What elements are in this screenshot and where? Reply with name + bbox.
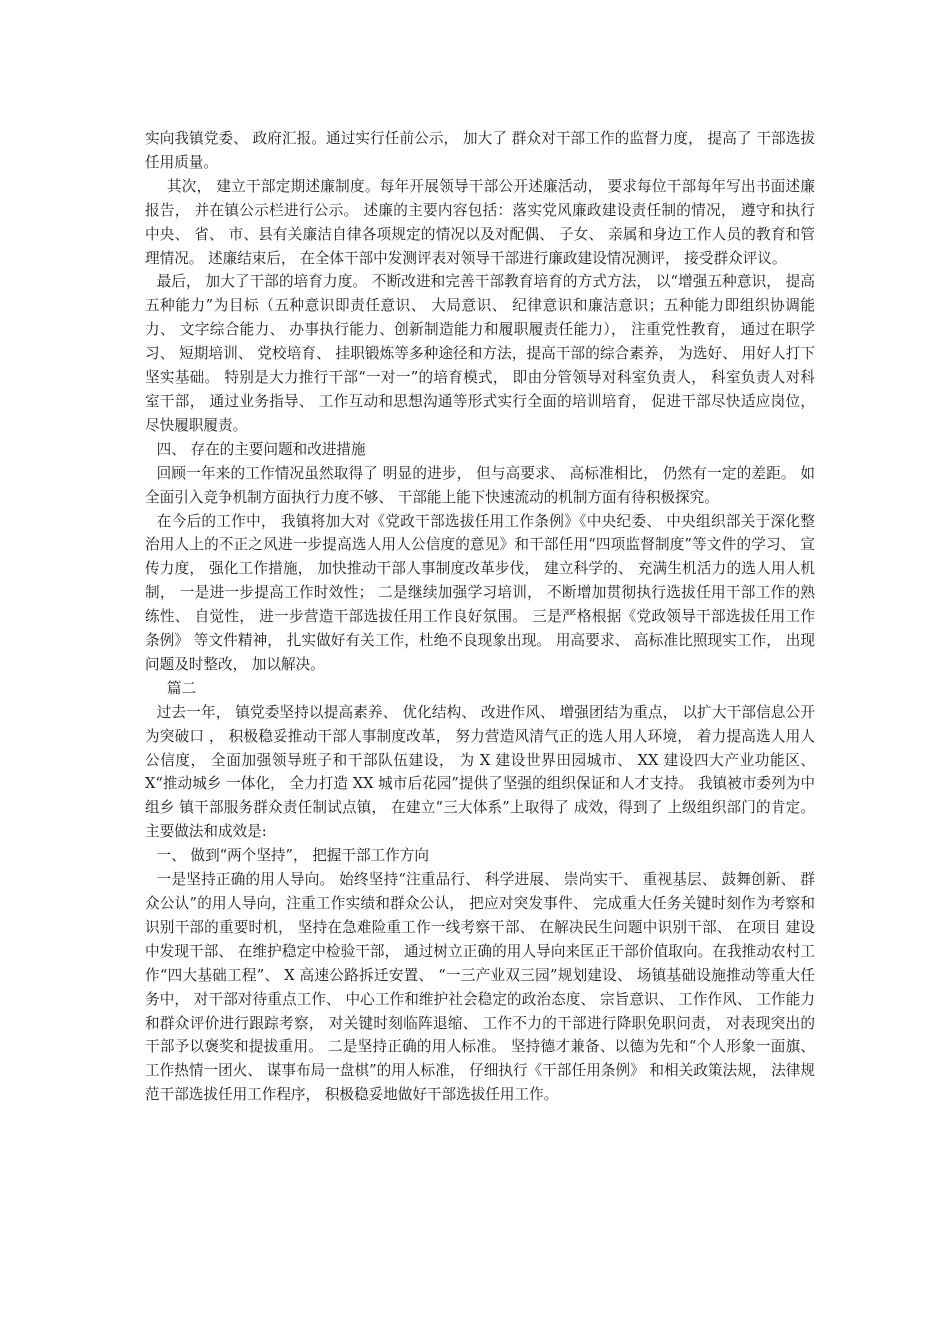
paragraph-training: 最后， 加大了干部的培育力度。 不断改进和完善干部教育培育的方式方法， 以“增强五种意识， 提高五种能力”为目标（五种意识即责任意识、 大局意识、 纪律意识和廉洁意识；五种能力即组织协调能力、 文字综合能力、 办事执行能力、创新制造能力和履职履责任能力）， 注重党性教育， 通过在职学习、 短期培训、 党校培育、 挂职锻炼等多种途径和方法，提高干部的综合素养， 为选好、 用好人打下坚实基础。 特别是大力推行干部“一对一”的培育模式， 即由分管领导对科室负责人， 科室负责人对科室干部， 通过业务指导、 工作互动和思想沟通等形式实行全面的培训培育， 促进干部尽快适应岗位， 尽快履职履责。	[145, 273, 815, 434]
paragraph-employment-guidance: 一是坚持正确的用人导向。 始终坚持“注重品行、 科学进展、 崇尚实干、 重视基层、 鼓舞创新、 群众公认”的用人导向，注重工作实绩和群众公认， 把应对突发事件、 完成重大任务关键时刻作为考察和识别干部的重要时机， 坚持在急难险重工作一线考察干部、 在解决民生问题中识别干部、 在项目 建设中发现干部、 在维护稳定中检验干部， 通过树立正确的用人导向来匡正干部价值取向。在我推动农村工作“四大基础工程”、 X 高速公路拆迁安置、 “一三产业双三园”规划建设、 场镇基础设施推动等重大任务中， 对干部对待重点工作、 中心工作和维护社会稳定的政治态度、 宗旨意识、 工作作风、 工作能力和群众评价进行跟踪考察， 对关键时刻临阵退缩、 工作不力的干部进行降职免职问责， 对表现突出的干部予以褒奖和提拔重用。 二是坚持正确的用人标准。 坚持德才兼备、以德为先和“个人形象一面旗、 工作热情一团火、 谋事布局一盘棋”的用人标准， 仔细执行《干部任用条例》 和相关政策法规， 法律规范干部选拔任用工作程序， 积极稳妥地做好干部选拔任用工作。	[145, 871, 815, 1104]
section-heading-two-persist: 一、 做到“两个坚持”， 把握干部工作方向	[156, 847, 429, 865]
paragraph-integrity-report: 其次， 建立干部定期述廉制度。每年开展领导干部公开述廉活动， 要求每位干部每年写出书面述廉报告， 并在镇公示栏进行公示。 述廉的主要内容包括：落实党风廉政建设责任制的情况， 遵守和执行中央、 省、 市、县有关廉洁自律各项规定的情况以及对配偶、 子女、 亲属和身边工作人员的教育和管理情况。 述廉结束后， 在全体干部中发测评表对领导干部进行廉政建设情况测评， 接受群众评议。	[145, 177, 815, 267]
paragraph-review: 回顾一年来的工作情况虽然取得了 明显的进步， 但与高要求、 高标准相比， 仍然有一定的差距。 如全面引入竞争机制方面执行力度不够、 干部能上能下快速流动的机制方面有待积极探究。	[145, 464, 815, 506]
paragraph-report-continued: 实向我镇党委、 政府汇报。通过实行任前公示， 加大了 群众对干部工作的监督力度， 提高了 干部选拔任用质量。	[145, 130, 815, 171]
document-body	[145, 127, 815, 1107]
part-two-heading: 篇二	[166, 679, 197, 697]
paragraph-future-work: 在今后的工作中， 我镇将加大对《党政干部选拔任用工作条例》《中央纪委、 中央组织部关于深化整治用人上的不正之风进一步提高选人用人公信度的意见》和干部任用“四项监督制度”等文件的学习、 宣传力度， 强化工作措施， 加快推动干部人事制度改革步伐， 建立科学的、 充满生机活力的选人用人机制， 一是进一步提高工作时效性； 二是继续加强学习培训， 不断增加贯彻执行选拔任用干部工作的熟练性、 自觉性， 进一步营造干部选拔任用工作良好氛围。 三是严格根据《党政领导干部选拔任用工作条例》 等文件精神， 扎实做好有关工作，杜绝不良现象出现。 用高要求、 高标准比照现实工作， 出现问题及时整改， 加以解决。	[145, 512, 815, 673]
section-heading-problems: 四、 存在的主要问题和改进措施	[156, 440, 366, 458]
paragraph-past-year: 过去一年， 镇党委坚持以提高素养、 优化结构、 改进作风、 增强团结为重点， 以扩大干部信息公开为突破口 ， 积极稳妥推动干部人事制度改革， 努力营造风清气正的选人用人环境， 着力提高选人用人公信度， 全面加强领导班子和干部队伍建设， 为 X 建设世界田园城市、 XX 建设四大产业功能区、 X“推动城乡 一体化， 全力打造 XX 城市后花园”提供了坚强的组织保证和人才支持。 我镇被市委列为中组乡 镇干部服务群众责任制试点镇， 在建立“三大体系”上取得了 成效，得到了 上级组织部门的肯定。 主要做法和成效是:	[145, 703, 815, 841]
